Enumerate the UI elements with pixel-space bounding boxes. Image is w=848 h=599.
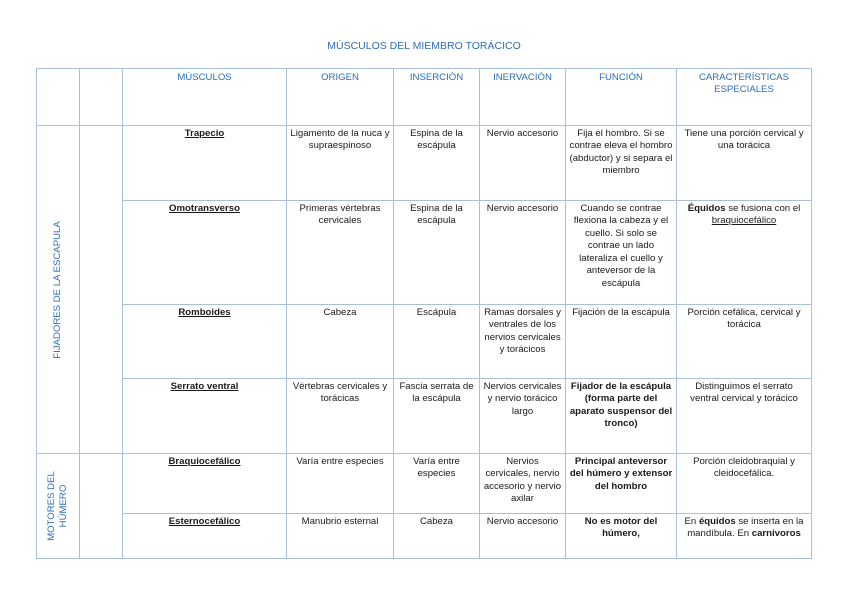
insertion-cell: Cabeza xyxy=(394,514,480,559)
special-emphasis: équidos xyxy=(698,516,736,527)
muscle-name: Braquiocefálico xyxy=(123,454,287,514)
special-cell: Distinguimos el serrato ventral cervical y torácico xyxy=(677,379,812,454)
table-row xyxy=(37,126,812,201)
origin-cell: Varía entre especies xyxy=(287,454,394,514)
special-emphasis: Équidos xyxy=(687,203,726,214)
table-row xyxy=(37,454,812,514)
special-cell: Porción cleidobraquial y cleidocefálica. xyxy=(677,454,812,514)
muscle-name: Romboides xyxy=(123,305,287,379)
function-cell: Fijación de la escápula xyxy=(566,305,677,379)
insertion-cell: Espina de la escápula xyxy=(394,201,480,305)
special-text: se inserta en la mandíbula. En xyxy=(687,516,804,540)
innervation-cell: Ramas dorsales y ventrales de los nervios cervicales y torácicos xyxy=(480,305,566,379)
header-innervation: INERVACIÓN xyxy=(480,69,566,126)
group-fixers-cell xyxy=(37,126,80,454)
muscle-name: Trapecio xyxy=(123,126,287,201)
function-cell: Cuando se contrae flexiona la cabeza y el cuello. Si solo se contrae un lado lateraliza el cuello y anteversor de la escápula xyxy=(566,201,677,305)
header-subgroup-empty xyxy=(80,69,123,126)
header-row xyxy=(37,69,812,126)
subgroup-fixers-cell xyxy=(80,126,123,454)
origin-cell: Ligamento de la nuca y supraespinoso xyxy=(287,126,394,201)
innervation-cell: Nervio accesorio xyxy=(480,201,566,305)
origin-cell: Cabeza xyxy=(287,305,394,379)
special-text: se fusiona con el xyxy=(725,203,801,214)
special-cell: Porción cefálica, cervical y torácica xyxy=(677,305,812,379)
group-movers-label: MOTORES DEL HÚMERO xyxy=(46,471,69,541)
innervation-cell: Nervio accesorio xyxy=(480,514,566,559)
innervation-cell: Nervio accesorio xyxy=(480,126,566,201)
muscle-name: Esternocefálico xyxy=(123,514,287,559)
page-title: MÚSCULOS DEL MIEMBRO TORÁCICO xyxy=(327,40,521,52)
special-emphasis: carnívoros xyxy=(751,528,801,540)
special-cell: Tiene una porción cervical y una torácica xyxy=(677,126,812,201)
muscle-name: Serrato ventral xyxy=(123,379,287,454)
muscles-table xyxy=(36,68,812,559)
insertion-cell: Fascia serrata de la escápula xyxy=(394,379,480,454)
insertion-cell: Escápula xyxy=(394,305,480,379)
special-cell xyxy=(677,201,812,305)
insertion-cell: Espina de la escápula xyxy=(394,126,480,201)
muscle-name: Omotransverso xyxy=(123,201,287,305)
header-insertion: INSERCIÓN xyxy=(394,69,480,126)
function-cell: Principal anteversor del húmero y extensor del hombro xyxy=(566,454,677,514)
insertion-cell: Varía entre especies xyxy=(394,454,480,514)
header-function: FUNCIÓN xyxy=(566,69,677,126)
innervation-cell: Nervios cervicales, nervio accesorio y nervio axilar xyxy=(480,454,566,514)
origin-cell: Manubrio esternal xyxy=(287,514,394,559)
table-row xyxy=(37,379,812,454)
function-cell: Fijador de la escápula (forma parte del aparato suspensor del tronco) xyxy=(566,379,677,454)
header-muscles: MÚSCULOS xyxy=(123,69,287,126)
table-row xyxy=(37,305,812,379)
header-origin: ORIGEN xyxy=(287,69,394,126)
origin-cell: Vértebras cervicales y torácicas xyxy=(287,379,394,454)
special-cell xyxy=(677,514,812,559)
special-link-text: braquiocefálico xyxy=(711,215,777,227)
origin-cell: Primeras vértebras cervicales xyxy=(287,201,394,305)
header-group-empty xyxy=(37,69,80,126)
function-cell: No es motor del húmero, xyxy=(566,514,677,559)
table-row xyxy=(37,514,812,559)
group-movers-cell xyxy=(37,454,80,559)
header-special: CARACTERÍSTICAS ESPECIALES xyxy=(677,69,812,126)
innervation-cell: Nervios cervicales y nervio torácico largo xyxy=(480,379,566,454)
special-text: En xyxy=(684,516,699,527)
table-row xyxy=(37,201,812,305)
function-cell: Fija el hombro. Si se contrae eleva el hombro (abductor) y si separa el miembro xyxy=(566,126,677,201)
subgroup-movers-cell xyxy=(80,454,123,559)
group-fixers-label: FIJADORES DE LA ESCAPULA xyxy=(52,220,64,359)
